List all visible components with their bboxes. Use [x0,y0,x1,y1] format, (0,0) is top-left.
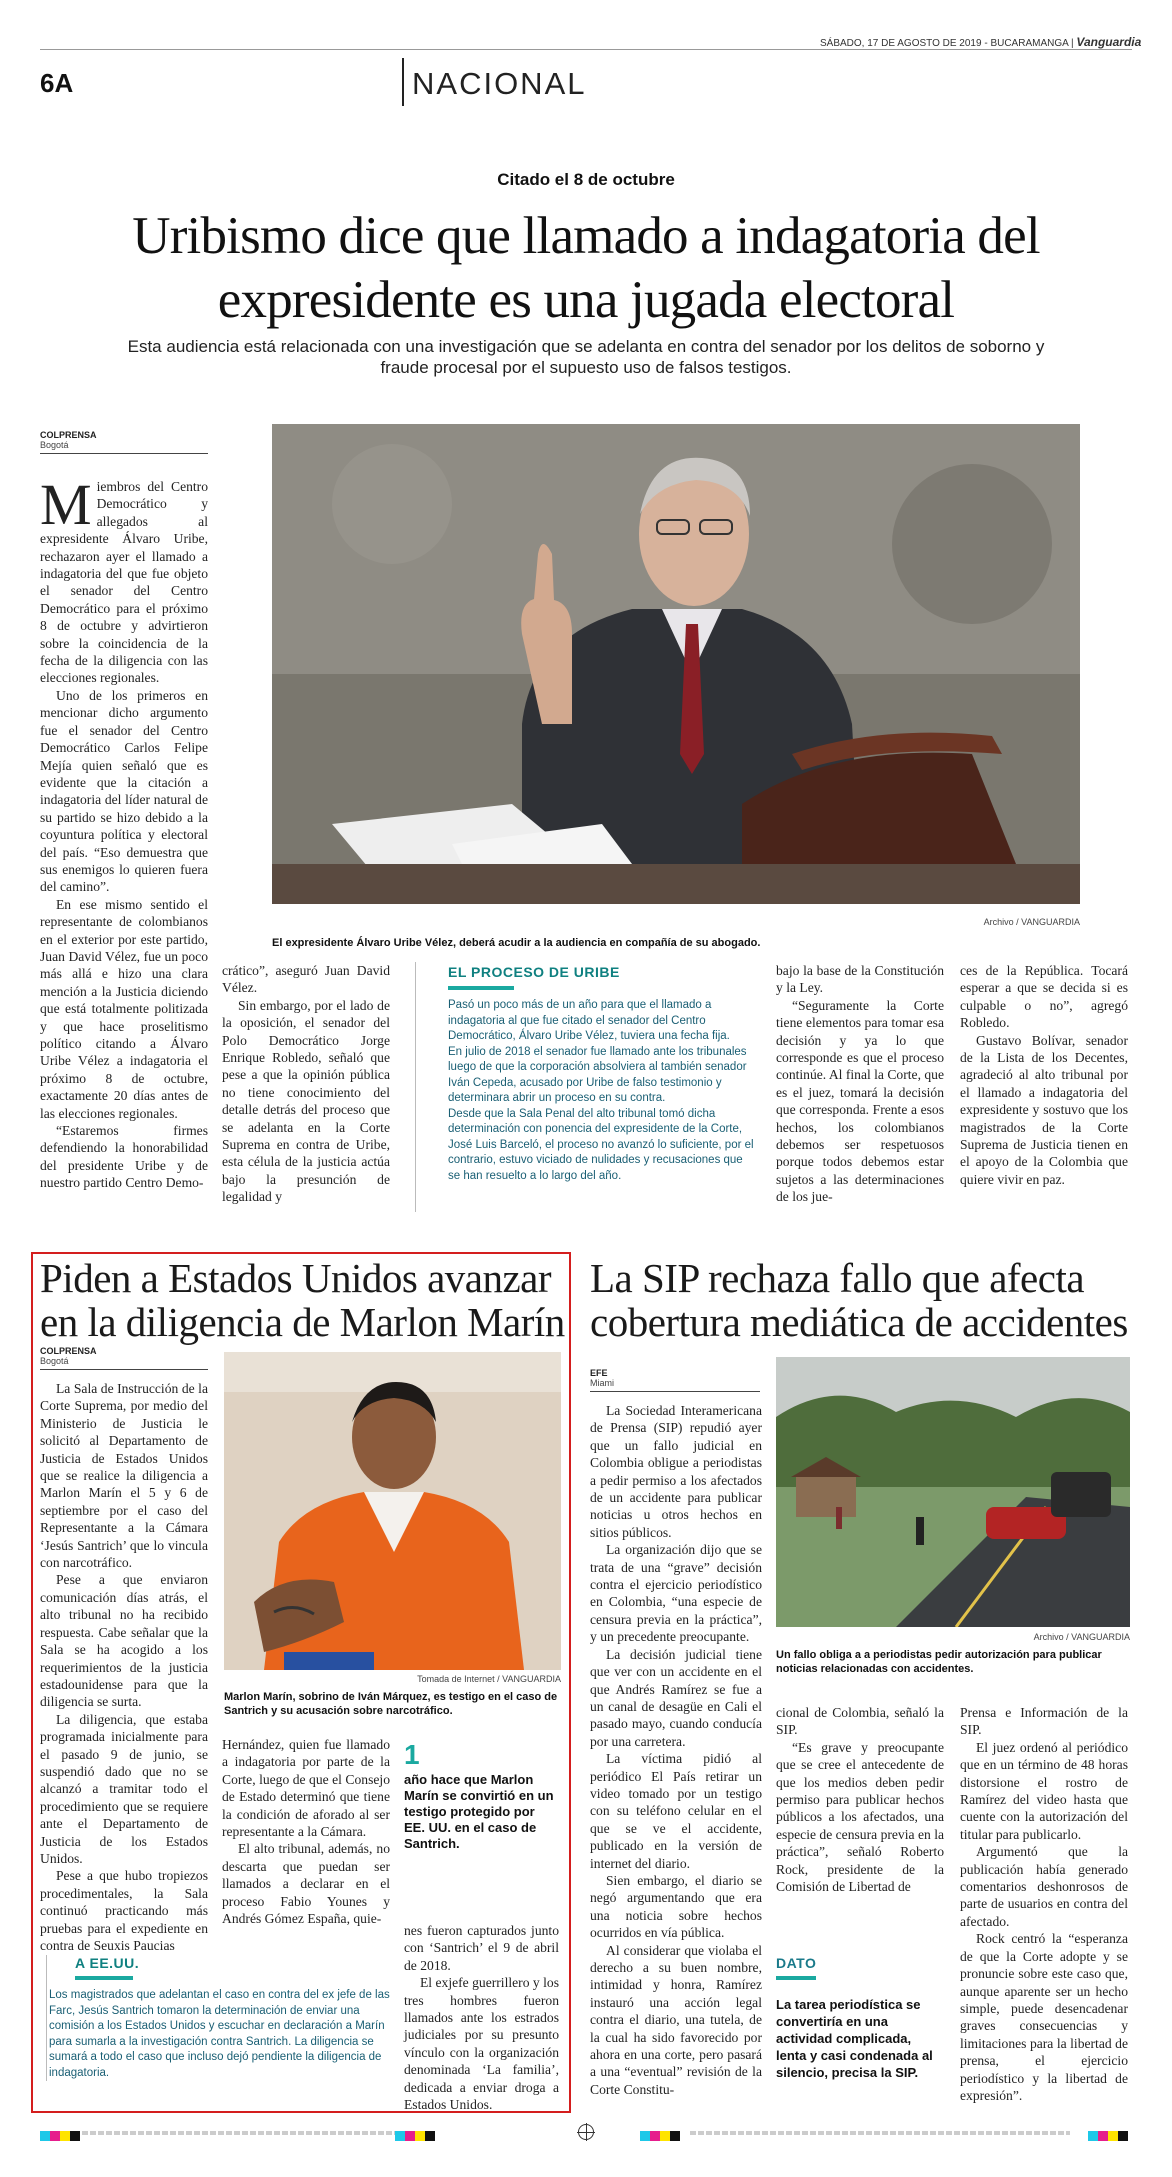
main-photo [272,424,1080,904]
main-photo-caption: El expresidente Álvaro Uribe Vélez, deberá acudir a la audiencia en compañía de su abogado. [272,937,761,949]
marin-col2-p1: Hernández, quien fue llamado a indagatoria por parte de la Corte, luego de que el Consejo de Estado determinó que tiene la condición de aforado al ser representante a la Cámara. [222,1737,390,1840]
marin-photo-caption: Marlon Marín, sobrino de Iván Márquez, es testigo en el caso de Santrich y su acusación sobre narcotráfico. [224,1691,558,1717]
sip-col1-p3: La decisión judicial tiene que ver con un accidente en el que Andrés Ramírez se fue a un canal de desagüe en Cali el pasado mayo, cuando conducía por una carretera. [590,1646,762,1749]
main-col5-p2: Gustavo Bolívar, senador de la Lista de los Decentes, agradeció al alto tribunal por el llamado a indagatoria del expresidente y sostuvo que los magistrados de la Corte Suprema de Justicia tienen en el apoyo de la Colombia que quiere vivir en paz. [960,1032,1128,1187]
main-col1-lead [40,472,208,687]
sip-dato-title: DATO [776,1955,817,1971]
main-col-4 [776,962,944,1206]
marin-col1-p3: La diligencia, que estaba programada inicialmente para el pasado 9 de junio, se suspendió dado que no se alcanzó a tramitar todo el procedimiento que se requiere ante el Departamento de Justicia de los Estados Unidos. [40,1711,208,1866]
marin-headline: Piden a Estados Unidos avanzar en la diligencia de Marlon Marín [40,1255,565,1345]
main-col4-p1: bajo la base de la Constitución y la Ley. [776,963,944,996]
sip-col3-p4: Rock centró la “esperanza de que la Corte adopte y se pronuncie sobre este caso que, aunque aparente ser un hecho simple, puede desencadenar graves consecuencias y limitaciones para la libertad de prensa, el ejercicio periodístico y la libertad de expresión”. [960,1931,1128,2103]
footer-colorbar-mid1 [395,2128,435,2146]
marin-byline [40,1346,208,1370]
sip-dato-bar [776,1976,816,1980]
date-line [820,35,1141,49]
sip-col3-p1: Prensa e Información de la SIP. [960,1705,1128,1738]
sip-col1-p2: La organización dijo que se trata de una “grave” decisión contra el ejercicio periodístico en Colombia, “una especie de censura previa en la práctica”, y un precedente preocupante. [590,1542,762,1645]
dropcap: M [40,472,92,537]
byline-name: COLPRENSA [40,430,97,440]
date-text: SÁBADO, 17 DE AGOSTO DE 2019 - BUCARAMANGA | [820,38,1074,49]
marin-col1-p1: La Sala de Instrucción de la Corte Suprema, por medio del Ministerio de Justicia le solicitó al Departamento de Justicia de Estados Unidos que se realice la diligencia a Marlon Marín el 5 y 6 de septiembre por el caso del Representante a la Cámara ‘Jesús Santrich’ que lo vincula con narcotráfico. [40,1381,208,1571]
marin-byline-name: COLPRENSA [40,1346,97,1356]
sip-byline [590,1368,760,1392]
sip-col-2 [776,1704,944,1895]
sip-col3-p3: Argumentó que la publicación había generado comentarios deshonrosos de parte de usuarios en contra del afectado. [960,1844,1128,1929]
marin-photo-credit: Tomada de Internet / VANGUARDIA [417,1674,561,1684]
marin-col2-p2: El alto tribunal, además, no descarta que puedan ser llamados a declarar en el proceso Fabio Younes y Andrés Gómez España, quie- [222,1841,390,1927]
main-byline [40,430,208,454]
sip-byline-name: EFE [590,1368,608,1378]
marin-col-2 [222,1736,390,1927]
sip-col-1 [590,1402,762,2098]
uribe-photo-illustration [272,424,1080,904]
main-col4-p2: “Seguramente la Corte tiene elementos para tomar esa decisión y ya lo que corresponde es que el proceso continúe. Al final la Corte, que es el juez, tomará la decisión que corresponda. Frente a esos hechos, los colombianos debemos ser respetuosos porque todos debemos estar sujetos a las determinaciones de los jue- [776,997,944,1205]
main-col1-p4: “Estaremos firmes defendiendo la honorabilidad del presidente Uribe y de nuestro partido Centro Demo- [40,1123,208,1191]
sip-col2-p2: “Es grave y preocupante que se cree el antecedente de que los medios deben pedir permiso para publicar hechos públicos a los afectados, una especie de censura previa en la práctica”, señaló Roberto Rock, presidente de la Comisión de Libertad de [776,1739,944,1895]
sip-dato-box [776,1955,944,2081]
byline-city: Bogotá [40,440,69,450]
marin-col3-p2: El exjefe guerrillero y los tres hombres fueron llamados ante los estrados judiciales por su presunto vínculo con la organización denominada ‘La familia’, dedicada a enviar droga a Estados Unidos. [404,1975,559,2113]
sip-byline-rule [590,1391,760,1392]
main-headline: Uribismo dice que llamado a indagatoria del expresidente es una jugada electoral [132,207,1040,329]
footer-colorbar-left [40,2128,80,2146]
marin-sidebox-title: A EE.UU. [75,1955,140,1971]
section-divider [402,58,404,106]
main-col2-p2: Sin embargo, por el lado de la oposición, el senador del Polo Democrático Jorge Enrique Robledo, señaló que pese a que la opinión pública no tiene conocimiento del detalle detrás del proceso que se adelanta en la Corte Suprema en contra de Uribe, esta célula de la justicia actúa bajo la presunción de legalidad y [222,997,390,1205]
footer-colorbar-right [1088,2128,1128,2146]
marin-photo [224,1352,561,1670]
footer-rule-right [690,2131,1070,2135]
main-col1-p2: Uno de los primeros en mencionar dicho argumento fue el senador del Centro Democrático Carlos Felipe Mejía quien señaló que es evidente que la citación a indagatoria del líder natural de su partido se hizo debido a la coyuntura política y electoral del país. “Eso demuestra que sus enemigos lo quieren fuera del camino”. [40,687,208,895]
marin-sidebox-text: Los magistrados que adelantan el caso en contra del ex jefe de las Farc, Jesús Santrich tomaron la determinación de enviar una comisión a los Estados Unidos y escuchar en declaración a Marín para sumarla a la investigación contra Santrich. La diligencia se sumará a todo el caso que incluso dejó pendiente la diligencia de indagatoria. [49,1989,390,2079]
sip-headline: La SIP rechaza fallo que afecta cobertura mediática de accidentes [590,1255,1128,1345]
section-title: NACIONAL [412,66,587,101]
main-sidebox-divider-left [415,962,416,1212]
marin-quote-text: año hace que Marlon Marín se convirtió en un testigo protegido por EE. UU. en el caso de Santrich. [404,1772,554,1851]
main-sidebox-bar [448,986,514,990]
marin-quote [404,1739,554,1852]
main-col-1 [40,472,208,1192]
main-col2-p1: crático”, aseguró Juan David Vélez. [222,963,390,996]
main-deck: Esta audiencia está relacionada con una investigación que se adelanta en contra del senador por los delitos de soborno y fraude procesal por el supuesto uso de falsos testigos. [127,337,1045,377]
registration-mark-icon [578,2124,594,2140]
sip-col1-p4: La víctima pidió al periódico El País retirar un video tomado por un testigo con su teléfono celular en el que se ve el accidente, publicado en la versión de internet del diario. [590,1751,762,1871]
sip-photo [776,1357,1130,1627]
main-photo-credit: Archivo / VANGUARDIA [983,917,1080,927]
main-sidebox-p3: Desde que la Sala Penal del alto tribunal tomó dicha determinación con ponencia del expresidente de la Corte, José Luis Barceló, el proceso no avanzó lo suficiente, por el contrario, estuvo viciado de nulidades y recusaciones que se han resuelto a lo largo del año. [448,1107,754,1182]
sip-col1-p6: Al considerar que violaba el derecho a su buen nombre, intimidad y honra, Ramírez instauró una acción legal contra el diario, una tutela, de la cual ha sido favorecido por ahora en una corte, pero pasará a una “eventual” revisión de la Corte Constitu- [590,1942,762,2097]
marin-photo-illustration [224,1352,561,1670]
byline-rule [40,453,208,454]
marin-quote-number: 1 [404,1739,420,1770]
sip-col1-p1: La Sociedad Interamericana de Prensa (SIP) repudió ayer que un fallo judicial en Colombia obligue a periodistas a pedir permiso a los afectados de un accidente para publicar noticias u otros hechos en sitios públicos. [590,1403,762,1540]
marin-col1-p4: Pese a que hubo tropiezos procedimentales, la Sala continuó practicando más pruebas para el expediente en contra de Seuxis Paucias [40,1868,208,1953]
marin-sidebox-bar [75,1976,133,1980]
main-col1-p3: En ese mismo sentido el representante de colombianos en el exterior por este partido, Juan David Vélez, fue un poco más allá e hizo una clara mención a la Justicia diciendo que está totalmente politizada y que hace proselitismo político citando a Álvaro Uribe Vélez a indagatoria el próximo 8 de octubre, exactamente 20 días antes de las elecciones regionales. [40,896,208,1121]
marin-byline-rule [40,1369,208,1370]
main-col5-p1: ces de la República. Tocará esperar a que se decida si es culpable o no”, agregó Robledo. [960,963,1128,1031]
sip-photo-illustration [776,1357,1130,1627]
main-col1-p1: iembros del Centro Democrático y allegados al expresidente Álvaro Uribe, rechazaron ayer el llamado a indagatoria del que fue objeto el senador del Centro Democrático para el próximo 8 de octubre y advirtieron sobre la coincidencia de la fecha de la diligencia con las elecciones regionales. [40,479,208,686]
sip-col-3 [960,1704,1128,2104]
marin-col1-p2: Pese a que enviaron comunicación días atrás, el alto tribunal no ha recibido respuesta. Cabe señalar que la Sala se ha acogido a los requerimientos de la justicia estadounidense para que la diligencia se surta. [40,1572,208,1710]
sip-byline-city: Miami [590,1378,614,1388]
main-sidebox [448,964,754,1184]
sip-col3-p2: El juez ordenó al periódico que en un término de 48 horas distorsione el rostro de Ramírez del video hasta que cuente con la autorización del titular para publicarlo. [960,1739,1128,1842]
footer-colorbar-mid2 [640,2128,680,2146]
main-sidebox-title: EL PROCESO DE URIBE [448,964,620,980]
marin-col-1 [40,1380,208,1954]
main-col-5 [960,962,1128,1188]
sip-photo-credit: Archivo / VANGUARDIA [1033,1632,1130,1642]
sip-col2-p1: cional de Colombia, señaló la SIP. [776,1705,944,1738]
marin-col3-p1: nes fueron capturados junto con ‘Santrich’ el 9 de abril de 2018. [404,1923,559,1973]
sip-dato-text: La tarea periodística se convertiría en una actividad complicada, lenta y casi condenada al silencio, precisa la SIP. [776,1997,933,2080]
page-number: 6A [40,68,74,98]
sip-photo-caption: Un fallo obliga a a periodistas pedir autorización para publicar noticias relacionadas con accidentes. [776,1649,1102,1675]
main-kicker: Citado el 8 de octubre [497,170,675,189]
brand-name: Vanguardia [1076,35,1142,49]
main-sidebox-p1: Pasó un poco más de un año para que el llamado a indagatoria al que fue citado el senador del Centro Democrático, Álvaro Uribe Vélez, tuviera una fecha fija. [448,999,730,1042]
marin-col-3 [404,1922,559,2113]
main-col-2 [222,962,390,1206]
footer-rule-left [82,2131,412,2135]
header-rule [40,49,1132,50]
sip-col1-p5: Sien embargo, el diario se negó argumentando que era una noticia sobre hechos ocurridos en vía pública. [590,1872,762,1941]
marin-sidebox [46,1955,390,2081]
marin-byline-city: Bogotá [40,1356,69,1366]
main-sidebox-p2: En julio de 2018 el senador fue llamado ante los tribunales luego de que la corporación absolviera al también senador Iván Cepeda, acusado por Uribe de falso testimonio y determinara abrir un proceso en su contra. [448,1045,747,1104]
